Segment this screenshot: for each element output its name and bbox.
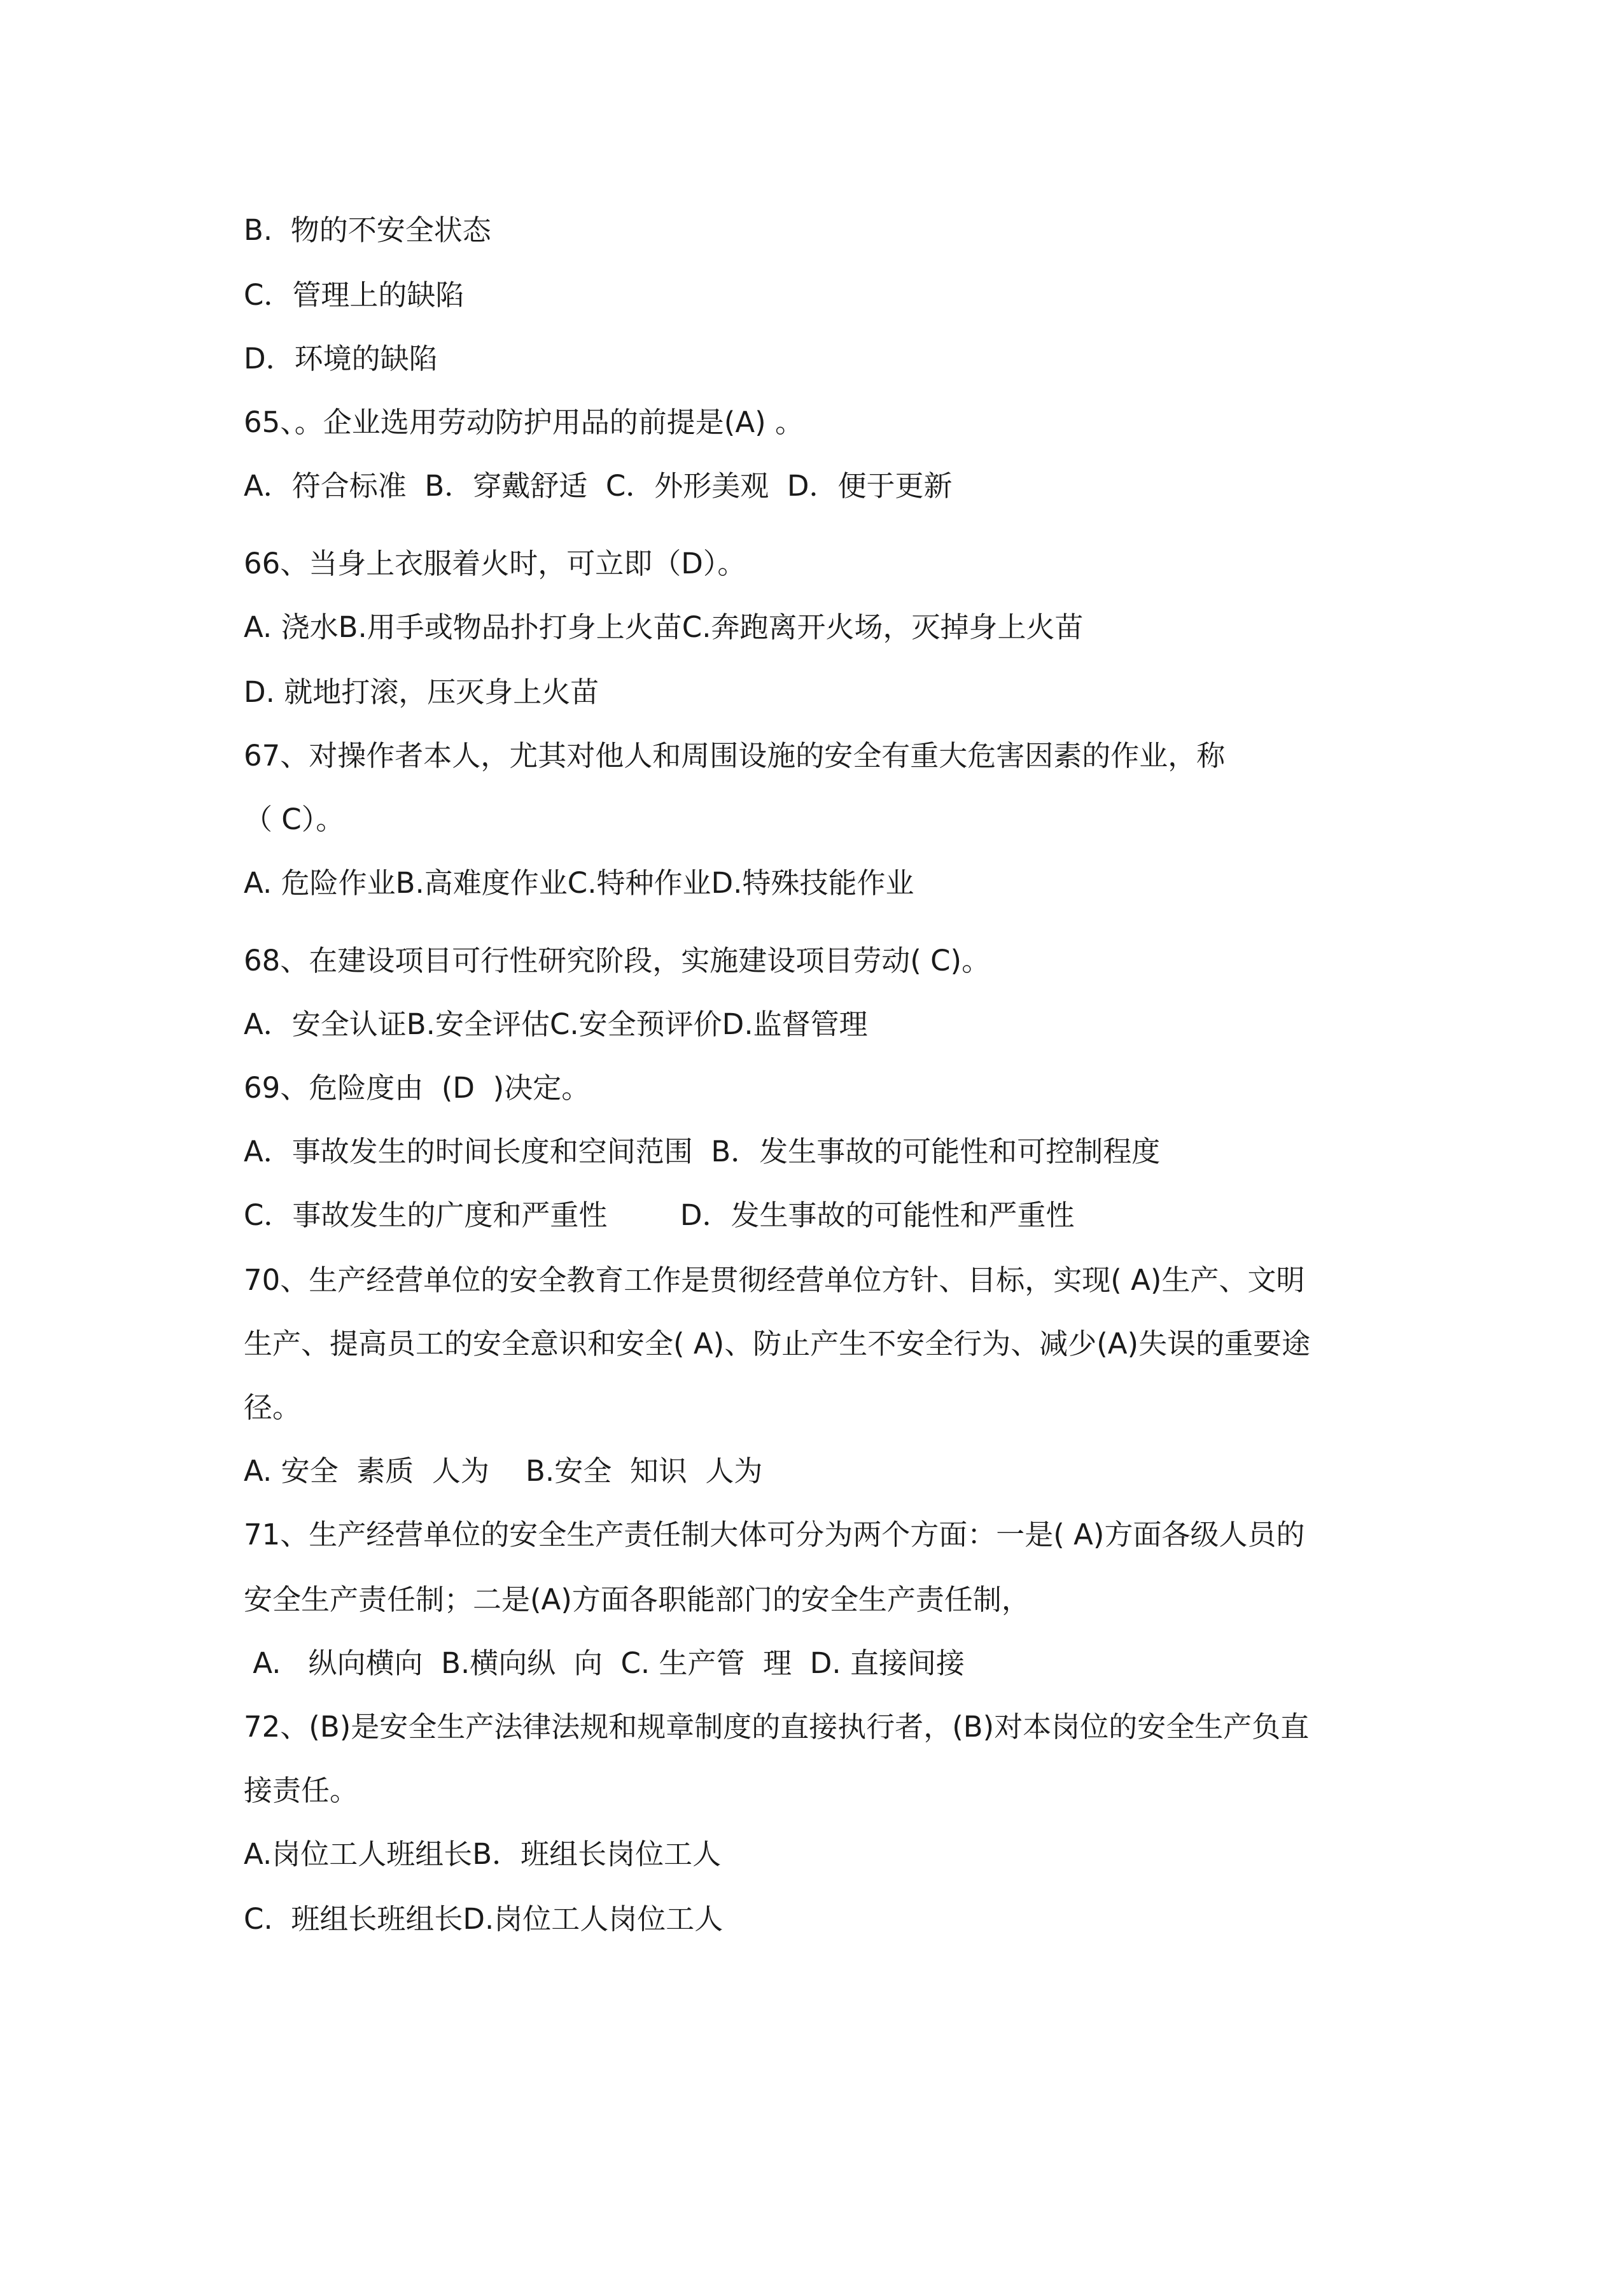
options-67: A. 危险作业B.高难度作业C.特种作业D.特殊技能作业 [244,866,914,900]
option-line-d-64: D．环境的缺陷 [244,342,438,375]
options-70: A. 安全 素质 人为 B.安全 知识 人为 [244,1454,763,1488]
question-70-cont-2: 径。 [244,1390,302,1424]
question-70-cont: 生产、提高员工的安全意识和安全( A)、防止产生不安全行为、减少(A)失误的重要途 [244,1327,1311,1361]
options-65: A．符合标准 B．穿戴舒适 C．外形美观 D．便于更新 [244,469,953,503]
options-72-cd: C. 班组长班组长D.岗位工人岗位工人 [244,1902,724,1936]
options-72-ab: A.岗位工人班组长B．班组长岗位工人 [244,1837,722,1871]
question-72: 72、(B)是安全生产法律法规和规章制度的直接执行者，(B)对本岗位的安全生产负直 [244,1710,1310,1744]
options-66-abc: A. 浇水B.用手或物品扑打身上火苗C.奔跑离开火场，灭掉身上火苗 [244,610,1084,644]
question-68: 68、在建设项目可行性研究阶段，实施建设项目劳动( C)。 [244,944,991,977]
question-69: 69、危险度由 (D )决定。 [244,1071,591,1105]
question-72-cont: 接责任。 [244,1774,359,1807]
options-68: A．安全认证B.安全评估C.安全预评价D.监督管理 [244,1007,868,1041]
options-69-ab: A．事故发生的时间长度和空间范围 B．发生事故的可能性和可控制程度 [244,1135,1161,1168]
option-line-c-64: C．管理上的缺陷 [244,278,465,312]
question-70: 70、生产经营单位的安全教育工作是贯彻经营单位方针、目标，实现( A)生产、文明 [244,1263,1305,1297]
options-66-d: D. 就地打滚，压灭身上火苗 [244,675,599,709]
options-71: A. 纵向横向 B.横向纵 向 C. 生产管 理 D. 直接间接 [244,1646,965,1680]
option-line-b-64: B. 物的不安全状态 [244,213,491,247]
question-71-cont: 安全生产责任制；二是(A)方面各职能部门的安全生产责任制， [244,1583,1030,1616]
question-66: 66、当身上衣服着火时，可立即（D）。 [244,547,746,580]
question-67: 67、对操作者本人，尤其对他人和周围设施的安全有重大危害因素的作业，称 [244,739,1226,773]
question-65: 65、。企业选用劳动防护用品的前提是(A) 。 [244,405,804,439]
question-71: 71、生产经营单位的安全生产责任制大体可分为两个方面：一是( A)方面各级人员的 [244,1518,1305,1551]
options-69-cd: C．事故发生的广度和严重性 D．发生事故的可能性和严重性 [244,1198,1075,1232]
question-67-cont: （ C）。 [244,802,345,836]
